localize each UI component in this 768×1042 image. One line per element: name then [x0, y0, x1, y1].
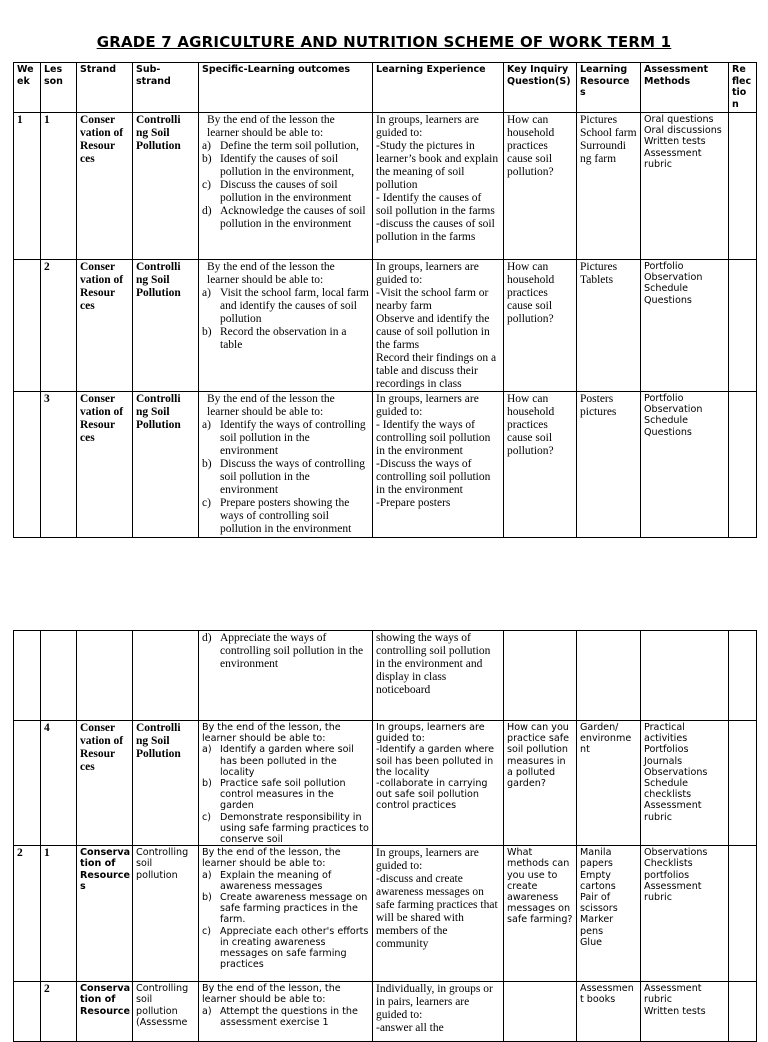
experience-line: -discuss the causes of soil pollution in the farms — [376, 218, 495, 243]
strand-cell: Conser vation of Resour ces — [77, 113, 133, 260]
outcome-item: c) Prepare posters showing the ways of controlling soil pollution in the environment — [202, 497, 352, 535]
assessment-cell — [641, 113, 729, 260]
experience-line: In groups, learners are guided to: — [376, 722, 485, 745]
outcome-item: c) Discuss the causes of soil pollution in the environment — [202, 179, 352, 204]
outcomes-list — [202, 140, 369, 231]
strand-cell: Conser vation of Resour ces — [77, 260, 133, 392]
resource-item: Pictures — [580, 114, 618, 126]
assessment-cell — [641, 392, 729, 538]
col-header-inquiry: Key Inquiry Question(S) — [504, 63, 577, 113]
resource-item: pictures — [580, 406, 617, 418]
outcomes-cell — [199, 631, 373, 721]
reflection-cell — [729, 260, 757, 392]
week-cell — [14, 260, 41, 392]
lesson-cell: 4 — [41, 721, 77, 846]
outcome-item: a) Explain the meaning of awareness messages — [202, 869, 332, 892]
resource-item: School farm — [580, 127, 637, 139]
strand-cell: Conser vation of Resour ces — [77, 721, 133, 846]
assessment-item: Assessment rubric — [644, 800, 702, 823]
experience-line: -Visit the school farm or nearby farm — [376, 287, 489, 312]
assessment-cell — [641, 721, 729, 846]
experience-cell — [373, 721, 504, 846]
outcomes-intro: By the end of the lesson the learner should be able to: — [207, 114, 335, 139]
col-header-outcomes: Specific-Learning outcomes — [199, 63, 373, 113]
resources-cell — [577, 721, 641, 846]
outcomes-cell — [199, 721, 373, 846]
experience-line: -answer all the — [376, 1022, 444, 1035]
assessment-item: Journals — [644, 755, 683, 767]
col-header-strand: Strand — [77, 63, 133, 113]
inquiry-cell: How can household practices cause soil pollution? — [504, 113, 577, 260]
reflection-cell — [729, 392, 757, 538]
assessment-item: Schedule — [644, 778, 689, 790]
col-header-reflection: Re flec tio n — [729, 63, 757, 113]
outcomes-intro: By the end of the lesson the learner should be able to: — [207, 261, 335, 286]
scheme-table-part-2 — [13, 630, 757, 1042]
experience-cell — [373, 392, 504, 538]
experience-line: - Identify the ways of controlling soil pollution in the environment — [376, 419, 491, 457]
strand-cell: Conser vation of Resour ces — [77, 392, 133, 538]
outcomes-cell — [199, 113, 373, 260]
outcome-item: b) Discuss the ways of controlling soil pollution in the environment — [202, 458, 366, 496]
lesson-cell: 3 — [41, 392, 77, 538]
resources-cell — [577, 392, 641, 538]
reflection-cell — [729, 721, 757, 846]
reflection-cell — [729, 846, 757, 982]
inquiry-cell: How can household practices cause soil pollution? — [504, 392, 577, 538]
reflection-cell — [729, 113, 757, 260]
experience-cell — [373, 982, 504, 1042]
resources-cell — [577, 982, 641, 1042]
week-cell — [14, 721, 41, 846]
experience-line: -Study the pictures in learner’s book and explain the meaning of soil pollution — [376, 140, 499, 191]
assessment-item: portfolios — [644, 869, 690, 881]
scheme-table-part-1 — [13, 62, 757, 538]
assessment-cell — [641, 982, 729, 1042]
resource-item: Assessmen t books — [580, 983, 634, 1006]
experience-line: In groups, learners are guided to: — [376, 114, 479, 139]
resource-item: Pictures — [580, 261, 618, 273]
header-row — [14, 63, 757, 113]
resource-item: Manila papers — [580, 847, 613, 870]
lesson-row — [14, 846, 757, 982]
sub-strand-cell: Controlling soil pollution — [133, 846, 199, 982]
sub-strand-cell: Controlli ng Soil Pollution — [133, 113, 199, 260]
outcomes-intro: By the end of the lesson, the learner should be able to: — [202, 983, 341, 1006]
assessment-item: Observations — [644, 766, 708, 778]
assessment-item: Schedule — [644, 415, 689, 427]
assessment-item: Assessment rubric — [644, 147, 702, 170]
sub-strand-cell: Controlli ng Soil Pollution — [133, 392, 199, 538]
experience-cell: showing the ways of controlling soil pollution in the environment and display in class noticeboard — [373, 631, 504, 721]
assessment-item: Schedule — [644, 283, 689, 295]
resource-item: Glue — [580, 936, 603, 948]
inquiry-cell: How can you practice safe soil pollution measures in a polluted garden? — [504, 721, 577, 846]
lesson-cell: 2 — [41, 982, 77, 1042]
assessment-item: Practical activities — [644, 722, 688, 745]
col-header-sub-strand: Sub- strand — [133, 63, 199, 113]
week-cell: 2 — [14, 846, 41, 982]
outcome-item: a) Identify a garden where soil has been polluted in the locality — [202, 744, 354, 778]
outcomes-cell — [199, 846, 373, 982]
outcomes-list — [202, 419, 369, 536]
continued-row — [14, 631, 757, 721]
experience-line: Observe and identify the cause of soil pollution in the farms — [376, 313, 490, 351]
resource-item: Surroundi ng farm — [580, 140, 626, 165]
outcome-item: a) Visit the school farm, local farm and identify the causes of soil pollution — [202, 287, 369, 325]
lesson-row — [14, 392, 757, 538]
inquiry-cell — [504, 982, 577, 1042]
lesson-cell: 2 — [41, 260, 77, 392]
outcome-item: d) Appreciate the ways of controlling soil pollution in the environment — [202, 632, 364, 670]
col-header-week: We ek — [14, 63, 41, 113]
experience-line: -Discuss the ways of controlling soil pollution in the environment — [376, 458, 491, 496]
week-cell — [14, 392, 41, 538]
week-cell — [14, 982, 41, 1042]
outcomes-list — [202, 632, 369, 671]
resource-item: Garden/ environme nt — [580, 722, 632, 756]
experience-line: In groups, learners are guided to: — [376, 393, 479, 418]
outcomes-cell — [199, 392, 373, 538]
experience-line: In groups, learners are guided to: — [376, 847, 479, 873]
resources-cell — [577, 846, 641, 982]
lesson-row — [14, 260, 757, 392]
outcome-item: a) Attempt the questions in the assessment exercise 1 — [202, 1005, 358, 1028]
resources-cell — [577, 113, 641, 260]
resource-item: Posters — [580, 393, 614, 405]
assessment-item: Observation — [644, 272, 703, 284]
assessment-cell — [641, 846, 729, 982]
assessment-item: Portfolio — [644, 261, 684, 272]
outcomes-cell — [199, 260, 373, 392]
lesson-cell: 1 — [41, 846, 77, 982]
outcome-item: d) Acknowledge the causes of soil pollution in the environment — [202, 205, 366, 230]
outcome-item: b) Identify the causes of soil pollution in the environment, — [202, 153, 355, 178]
resources-cell — [577, 260, 641, 392]
assessment-item: Oral questions — [644, 114, 714, 125]
outcome-item: c) Demonstrate responsibility in using safe farming practices to conserve soil — [202, 811, 369, 846]
resource-item: Marker pens — [580, 914, 614, 937]
experience-cell — [373, 113, 504, 260]
assessment-item: Portfolios — [644, 744, 689, 756]
col-header-experience: Learning Experience — [373, 63, 504, 113]
sub-strand-cell: Controlli ng Soil Pollution — [133, 260, 199, 392]
outcome-item: a) Identify the ways of controlling soil pollution in the environment — [202, 419, 366, 457]
week-cell: 1 — [14, 113, 41, 260]
assessment-item: Written tests — [644, 1005, 706, 1017]
inquiry-cell: What methods can you use to create awareness messages on safe farming? — [504, 846, 577, 982]
experience-line: -discuss and create awareness messages on safe farming practices that will be shared with members of the community — [376, 873, 498, 951]
outcomes-list — [202, 870, 369, 971]
outcomes-cell — [199, 982, 373, 1042]
inquiry-cell: How can household practices cause soil pollution? — [504, 260, 577, 392]
reflection-cell — [729, 982, 757, 1042]
outcome-item: b) Record the observation in a table — [202, 326, 347, 351]
lesson-cell: 1 — [41, 113, 77, 260]
assessment-cell — [641, 260, 729, 392]
col-header-resources: Learning Resource s — [577, 63, 641, 113]
experience-line: -Identify a garden where soil has been polluted in the locality — [376, 744, 494, 778]
outcomes-list — [202, 744, 369, 845]
assessment-item: Written tests — [644, 136, 706, 148]
assessment-item: Checklists — [644, 858, 693, 870]
outcomes-intro: By the end of the lesson, the learner should be able to: — [202, 722, 341, 745]
outcome-item: b) Practice safe soil pollution control measures in the garden — [202, 778, 346, 812]
experience-line: Individually, in groups or in pairs, learners are guided to: — [376, 983, 493, 1022]
outcome-item: a) Define the term soil pollution, — [202, 140, 359, 152]
experience-cell — [373, 260, 504, 392]
outcomes-intro: By the end of the lesson the learner should be able to: — [207, 393, 335, 418]
sub-strand-cell: Controlli ng Soil Pollution — [133, 721, 199, 846]
outcomes-list — [202, 287, 369, 352]
sub-strand-cell: Controlling soil pollution (Assessme — [133, 982, 199, 1042]
resource-item: Empty cartons — [580, 869, 616, 892]
experience-line: - Identify the causes of soil pollution in the farms — [376, 192, 495, 217]
lesson-row — [14, 113, 757, 260]
resource-item: Tablets — [580, 274, 614, 286]
assessment-item: Questions — [644, 294, 692, 306]
strand-cell: Conserva tion of Resource — [77, 982, 133, 1042]
assessment-item: Questions — [644, 426, 692, 438]
outcome-item: c) Appreciate each other's efforts in creating awareness messages on safe farming practices — [202, 925, 369, 971]
assessment-item: Assessment rubric — [644, 880, 702, 904]
experience-line: In groups, learners are guided to: — [376, 261, 479, 286]
outcomes-intro: By the end of the lesson, the learner should be able to: — [202, 847, 341, 870]
assessment-item: Oral discussions — [644, 125, 722, 137]
page-title: GRADE 7 AGRICULTURE AND NUTRITION SCHEME OF WORK TERM 1 — [96, 33, 672, 51]
lesson-row — [14, 721, 757, 846]
col-header-assessment: Assessment Methods — [641, 63, 729, 113]
resource-item: Pair of scissors — [580, 892, 618, 915]
assessment-item: checklists — [644, 789, 692, 801]
assessment-item: Observation — [644, 404, 703, 416]
outcome-item: b) Create awareness message on safe farming practices in the farm. — [202, 892, 368, 926]
experience-cell — [373, 846, 504, 982]
experience-line: Record their findings on a table and discuss their recordings in class — [376, 352, 497, 390]
assessment-item: Assessment rubric — [644, 983, 702, 1006]
outcomes-list — [202, 1006, 369, 1028]
assessment-item: Portfolio — [644, 393, 684, 404]
strand-cell: Conserva tion of Resource s — [77, 846, 133, 982]
experience-line: -collaborate in carrying out safe soil pollution control practices — [376, 778, 488, 812]
col-header-lesson: Les son — [41, 63, 77, 113]
lesson-row — [14, 982, 757, 1042]
experience-line: -Prepare posters — [376, 497, 451, 509]
assessment-item: Observations — [644, 847, 708, 859]
